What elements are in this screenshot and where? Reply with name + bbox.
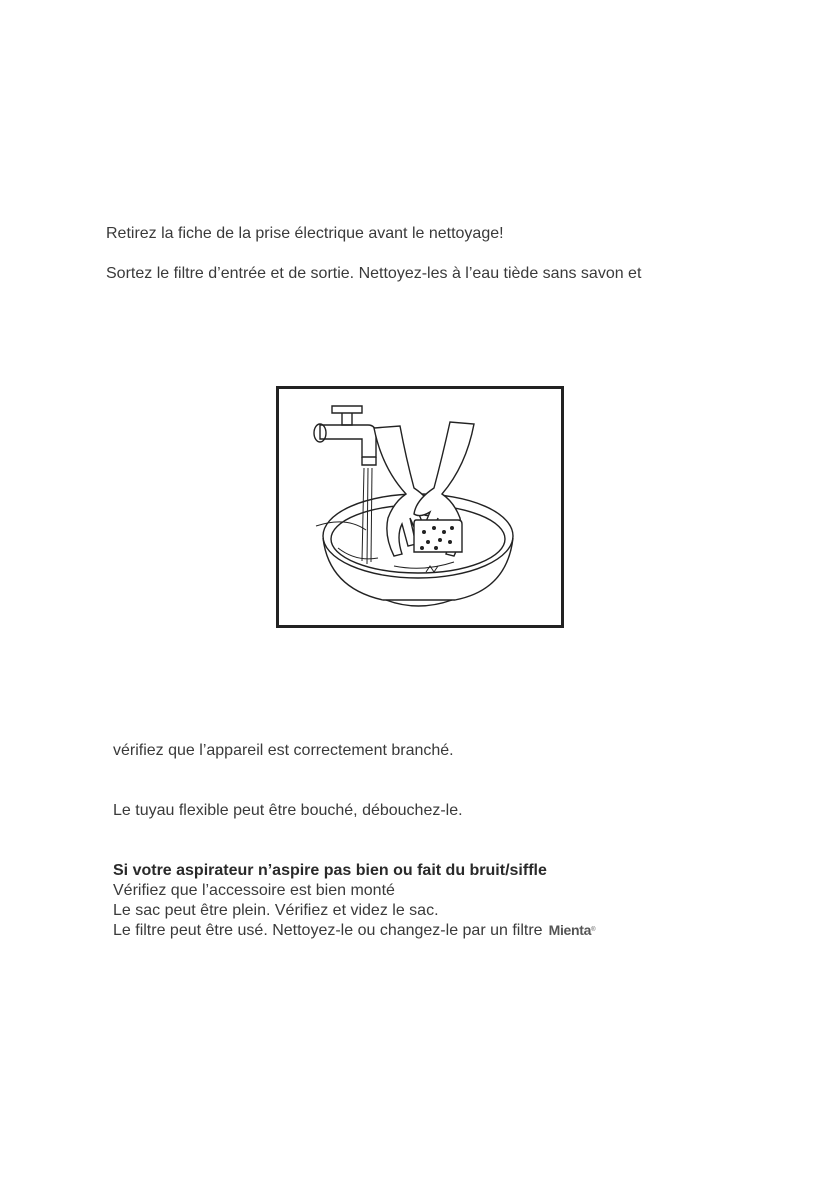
washing-filter-illustration xyxy=(276,386,564,628)
accessory-check-text: Vérifiez que l’accessoire est bien monté xyxy=(113,882,395,899)
filter-worn-text: Le filtre peut être usé. Nettoyez-le ou changez-le par un filtre xyxy=(113,922,543,939)
filter-worn-line xyxy=(113,921,595,940)
noise-heading: Si votre aspirateur n’aspire pas bien ou fait du bruit/siffle xyxy=(113,862,547,879)
brand-name: Mienta xyxy=(548,922,592,938)
filter-instruction: Sortez le filtre d’entrée et de sortie. Nettoyez-les à l’eau tiède sans savon et xyxy=(106,265,642,282)
bag-full-text: Le sac peut être plein. Vérifiez et videz le sac. xyxy=(113,902,439,919)
brand-logo: Mienta® xyxy=(548,922,596,938)
unplug-warning: Retirez la fiche de la prise électrique avant le nettoyage! xyxy=(106,225,504,242)
filter-sponge xyxy=(414,520,462,552)
check-plug-text: vérifiez que l’appareil est correctement branché. xyxy=(113,742,454,759)
hose-blocked-text: Le tuyau flexible peut être bouché, débouchez-le. xyxy=(113,802,463,819)
